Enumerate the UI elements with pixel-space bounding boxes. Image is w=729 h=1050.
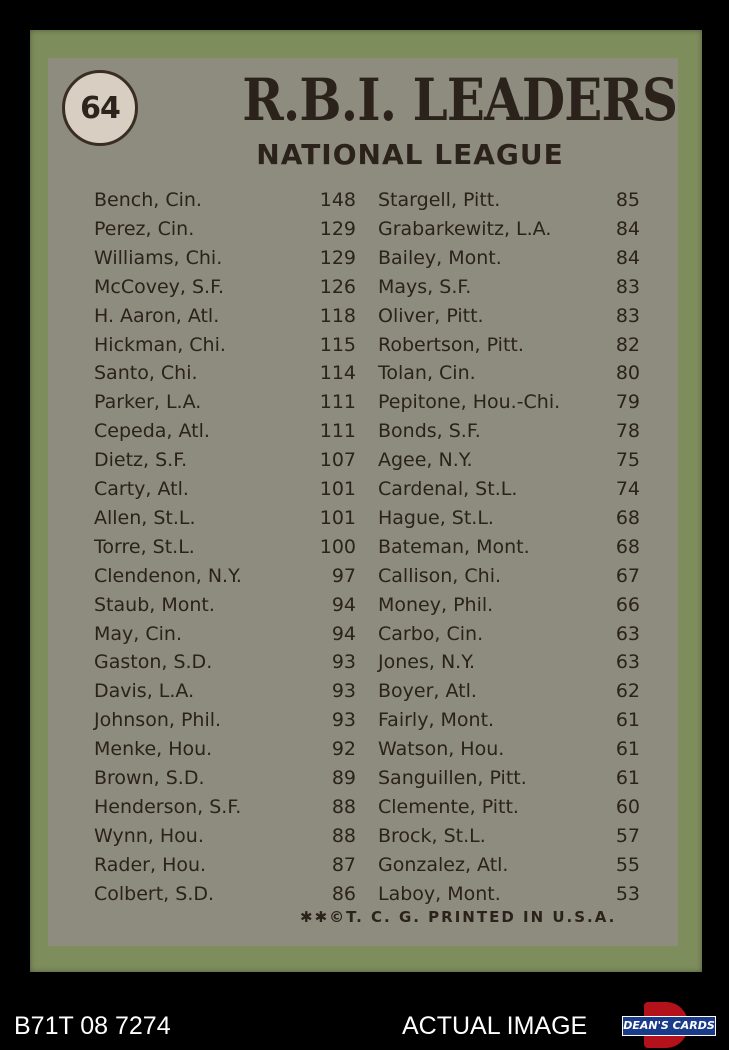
rbi-value: 94 bbox=[331, 622, 356, 645]
leader-row bbox=[94, 417, 356, 446]
rbi-value: 63 bbox=[615, 622, 640, 645]
player-name: Cepeda, Atl. bbox=[94, 420, 210, 443]
rbi-value: 93 bbox=[331, 651, 356, 674]
rbi-value: 79 bbox=[615, 391, 640, 414]
leader-row bbox=[94, 302, 356, 331]
player-name: Perez, Cin. bbox=[94, 217, 195, 240]
card-number-badge bbox=[62, 70, 138, 146]
player-name: Robertson, Pitt. bbox=[378, 333, 524, 356]
rbi-value: 61 bbox=[615, 738, 640, 761]
player-name: Hickman, Chi. bbox=[94, 333, 226, 356]
player-name: Torre, St.L. bbox=[94, 535, 195, 558]
rbi-value: 97 bbox=[331, 564, 356, 587]
rbi-value: 78 bbox=[615, 420, 640, 443]
player-name: Carbo, Cin. bbox=[378, 622, 484, 645]
leader-row bbox=[94, 764, 356, 793]
leader-row bbox=[94, 793, 356, 822]
player-name: McCovey, S.F. bbox=[94, 275, 225, 298]
leader-row bbox=[94, 677, 356, 706]
leader-row bbox=[378, 388, 640, 417]
rbi-value: 66 bbox=[615, 593, 640, 616]
leader-row bbox=[94, 475, 356, 504]
rbi-value: 88 bbox=[331, 795, 356, 818]
leader-row bbox=[378, 504, 640, 533]
rbi-value: 87 bbox=[331, 853, 356, 876]
rbi-value: 60 bbox=[615, 795, 640, 818]
player-name: Tolan, Cin. bbox=[378, 362, 476, 385]
player-name: Watson, Hou. bbox=[378, 738, 505, 761]
player-name: Wynn, Hou. bbox=[94, 824, 204, 847]
rbi-value: 129 bbox=[319, 217, 356, 240]
rbi-value: 61 bbox=[615, 767, 640, 789]
leader-row bbox=[378, 591, 640, 620]
player-name: Santo, Chi. bbox=[94, 362, 198, 385]
player-name: Gaston, S.D. bbox=[94, 651, 213, 674]
leader-row bbox=[378, 186, 640, 215]
rbi-value: 100 bbox=[319, 535, 356, 558]
leader-row bbox=[94, 706, 356, 735]
rbi-value: 74 bbox=[615, 478, 640, 500]
rbi-value: 89 bbox=[331, 767, 356, 789]
leader-row bbox=[378, 706, 640, 735]
leader-row bbox=[378, 215, 640, 244]
player-name: Dietz, S.F. bbox=[94, 449, 188, 472]
player-name: Sanguillen, Pitt. bbox=[378, 767, 527, 789]
leader-row bbox=[94, 504, 356, 533]
rbi-value: 57 bbox=[615, 824, 640, 847]
rbi-value: 118 bbox=[319, 304, 356, 327]
actual-image-label: ACTUAL IMAGE bbox=[402, 1012, 588, 1040]
leader-row bbox=[378, 446, 640, 475]
player-name: Bateman, Mont. bbox=[378, 535, 530, 558]
player-name: Clendenon, N.Y. bbox=[94, 564, 242, 587]
rbi-value: 115 bbox=[319, 333, 356, 356]
leader-row bbox=[378, 331, 640, 360]
leader-row bbox=[94, 359, 356, 388]
player-name: Henderson, S.F. bbox=[94, 795, 242, 818]
rbi-value: 111 bbox=[319, 391, 356, 414]
leader-row bbox=[378, 302, 640, 331]
rbi-value: 85 bbox=[615, 189, 640, 211]
rbi-value: 62 bbox=[615, 680, 640, 703]
card-subtitle: NATIONAL LEAGUE bbox=[256, 138, 564, 171]
player-name: Gonzalez, Atl. bbox=[378, 853, 509, 876]
player-name: Cardenal, St.L. bbox=[378, 478, 518, 500]
leader-row bbox=[378, 793, 640, 822]
leader-row bbox=[94, 446, 356, 475]
player-name: Brown, S.D. bbox=[94, 767, 205, 789]
player-name: Williams, Chi. bbox=[94, 246, 223, 269]
player-name: Bench, Cin. bbox=[94, 189, 202, 211]
rbi-value: 93 bbox=[331, 680, 356, 703]
player-name: Bonds, S.F. bbox=[378, 420, 481, 443]
leader-row bbox=[94, 851, 356, 880]
player-name: Agee, N.Y. bbox=[378, 449, 473, 472]
leader-row bbox=[378, 533, 640, 562]
copyright-footer: ✱✱©T. C. G. PRINTED IN U.S.A. bbox=[300, 908, 617, 926]
rbi-value: 68 bbox=[615, 535, 640, 558]
rbi-value: 83 bbox=[615, 304, 640, 327]
player-name: Clemente, Pitt. bbox=[378, 795, 519, 818]
leader-row bbox=[94, 591, 356, 620]
leader-row bbox=[378, 822, 640, 851]
leader-row bbox=[378, 880, 640, 909]
player-name: May, Cin. bbox=[94, 622, 182, 645]
rbi-value: 82 bbox=[615, 333, 640, 356]
leader-row bbox=[378, 851, 640, 880]
leader-row bbox=[94, 244, 356, 273]
player-name: Pepitone, Hou.-Chi. bbox=[378, 391, 561, 414]
rbi-value: 88 bbox=[331, 824, 356, 847]
leader-row bbox=[94, 822, 356, 851]
deans-cards-logo bbox=[622, 1008, 716, 1042]
leader-row bbox=[94, 331, 356, 360]
rbi-value: 83 bbox=[615, 275, 640, 298]
player-name: Grabarkewitz, L.A. bbox=[378, 217, 552, 240]
rbi-value: 93 bbox=[331, 709, 356, 732]
card-number: 64 bbox=[80, 90, 120, 126]
player-name: Fairly, Mont. bbox=[378, 709, 495, 732]
player-name: Menke, Hou. bbox=[94, 738, 213, 761]
leader-row bbox=[378, 648, 640, 677]
player-name: Brock, St.L. bbox=[378, 824, 486, 847]
leader-row bbox=[378, 359, 640, 388]
logo-text: DEAN'S CARDS bbox=[622, 1016, 716, 1036]
leader-row bbox=[94, 215, 356, 244]
leader-row bbox=[378, 620, 640, 649]
player-name: Allen, St.L. bbox=[94, 506, 196, 529]
player-name: Stargell, Pitt. bbox=[378, 189, 501, 211]
rbi-value: 126 bbox=[319, 275, 356, 298]
player-name: Davis, L.A. bbox=[94, 680, 195, 703]
rbi-value: 101 bbox=[319, 478, 356, 500]
player-name: Parker, L.A. bbox=[94, 391, 202, 414]
leader-row bbox=[378, 677, 640, 706]
leader-row bbox=[378, 244, 640, 273]
player-name: Money, Phil. bbox=[378, 593, 494, 616]
player-name: Johnson, Phil. bbox=[94, 709, 222, 732]
leader-row bbox=[378, 417, 640, 446]
rbi-value: 94 bbox=[331, 593, 356, 616]
rbi-value: 67 bbox=[615, 564, 640, 587]
leader-row bbox=[378, 764, 640, 793]
rbi-value: 61 bbox=[615, 709, 640, 732]
player-name: Rader, Hou. bbox=[94, 853, 207, 876]
player-name: Boyer, Atl. bbox=[378, 680, 477, 703]
rbi-value: 68 bbox=[615, 506, 640, 529]
rbi-value: 75 bbox=[615, 449, 640, 472]
rbi-value: 55 bbox=[615, 853, 640, 876]
leader-row bbox=[94, 620, 356, 649]
rbi-value: 129 bbox=[319, 246, 356, 269]
rbi-value: 92 bbox=[331, 738, 356, 761]
leader-row bbox=[94, 533, 356, 562]
leader-row bbox=[94, 562, 356, 591]
rbi-value: 84 bbox=[615, 217, 640, 240]
player-name: Callison, Chi. bbox=[378, 564, 502, 587]
leader-row bbox=[94, 388, 356, 417]
player-name: H. Aaron, Atl. bbox=[94, 304, 220, 327]
rbi-value: 148 bbox=[319, 189, 356, 211]
leader-row bbox=[94, 880, 356, 909]
leader-row bbox=[94, 186, 356, 215]
rbi-value: 111 bbox=[319, 420, 356, 443]
cert-number: B71T 08 7274 bbox=[14, 1012, 171, 1040]
player-name: Carty, Atl. bbox=[94, 478, 189, 500]
rbi-value: 84 bbox=[615, 246, 640, 269]
leader-row bbox=[94, 648, 356, 677]
rbi-value: 63 bbox=[615, 651, 640, 674]
player-name: Hague, St.L. bbox=[378, 506, 494, 529]
player-name: Staub, Mont. bbox=[94, 593, 215, 616]
leader-row bbox=[378, 273, 640, 302]
leader-row bbox=[378, 562, 640, 591]
player-name: Jones, N.Y. bbox=[378, 651, 475, 674]
rbi-value: 114 bbox=[319, 362, 356, 385]
card-title: R.B.I. LEADERS bbox=[242, 66, 678, 134]
leader-row bbox=[94, 273, 356, 302]
rbi-value: 80 bbox=[615, 362, 640, 385]
player-name: Bailey, Mont. bbox=[378, 246, 502, 269]
player-name: Oliver, Pitt. bbox=[378, 304, 484, 327]
rbi-value: 86 bbox=[331, 882, 356, 905]
player-name: Laboy, Mont. bbox=[378, 882, 501, 905]
rbi-value: 107 bbox=[319, 449, 356, 472]
leader-row bbox=[378, 475, 640, 504]
rbi-value: 53 bbox=[615, 882, 640, 905]
leader-row bbox=[94, 735, 356, 764]
player-name: Mays, S.F. bbox=[378, 275, 472, 298]
player-name: Colbert, S.D. bbox=[94, 882, 215, 905]
leader-row bbox=[378, 735, 640, 764]
rbi-value: 101 bbox=[319, 506, 356, 529]
